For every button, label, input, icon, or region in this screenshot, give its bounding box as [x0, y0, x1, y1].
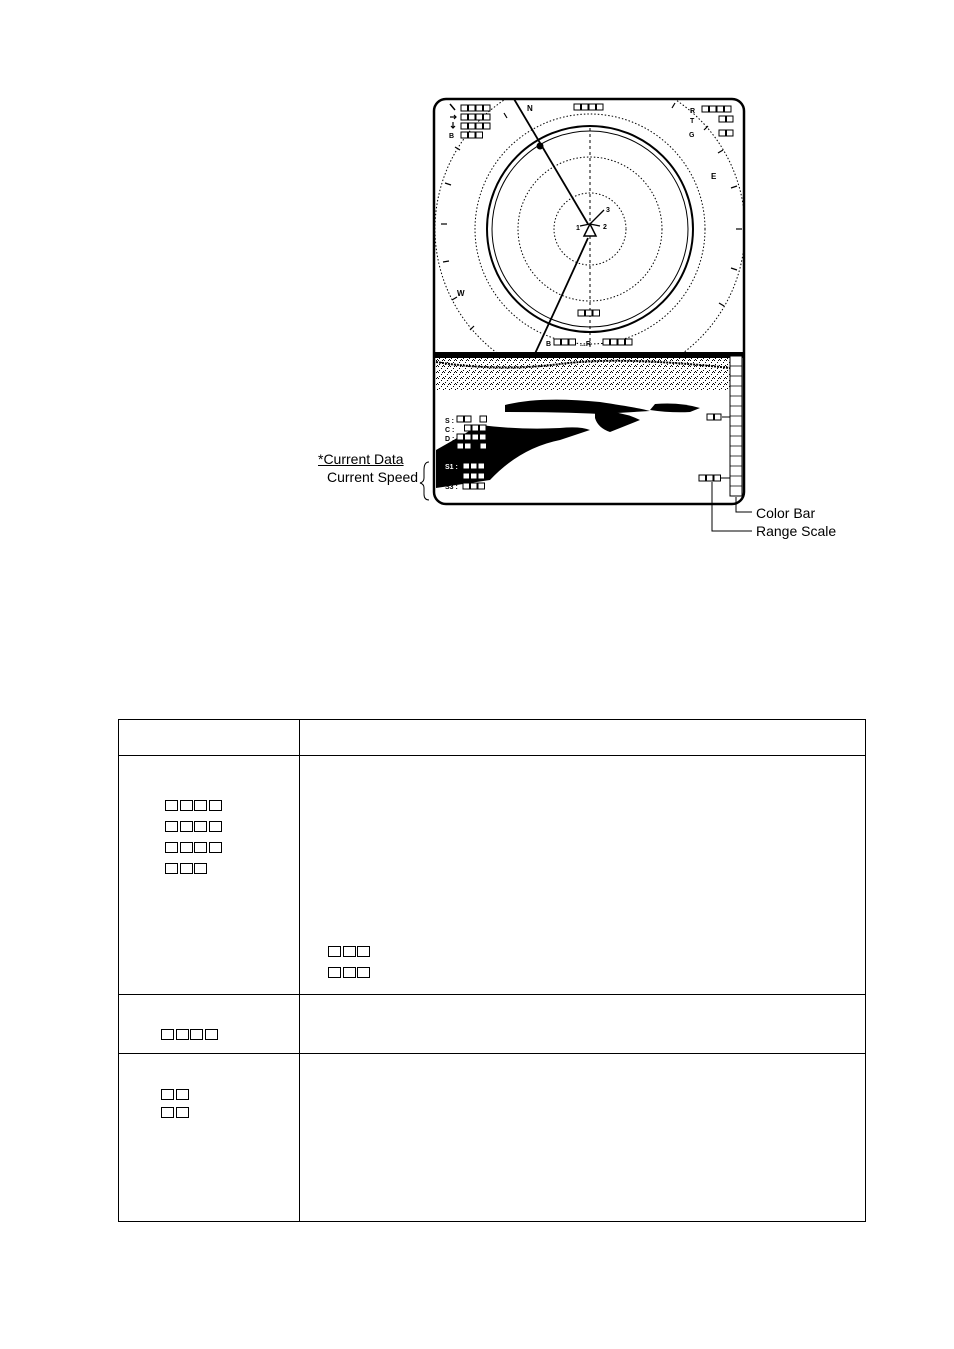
- table-row: [119, 756, 866, 995]
- svg-text:D :: D :: [445, 436, 455, 443]
- compass-north: N: [527, 104, 533, 113]
- placeholder-boxes: [161, 1107, 190, 1118]
- placeholder-boxes: [165, 842, 223, 853]
- spec-table: [118, 719, 866, 1222]
- target-dot: [537, 143, 544, 150]
- placeholder-boxes: [161, 1089, 190, 1100]
- header-cell-right: [300, 720, 866, 756]
- range-readout: [578, 310, 600, 316]
- compass-east: E: [711, 172, 717, 181]
- svg-text:C :: C :: [445, 427, 455, 434]
- top-center-readout: [574, 104, 603, 110]
- callout-current-speed: Current Speed: [327, 469, 419, 485]
- table-row: [119, 995, 866, 1054]
- placeholder-boxes: [328, 946, 372, 957]
- placeholder-boxes: [165, 863, 209, 874]
- row2-right: [300, 995, 866, 1054]
- placeholder-boxes: [161, 1029, 219, 1040]
- current-speed-block: [445, 463, 485, 491]
- placeholder-boxes: [165, 821, 223, 832]
- svg-text:M: M: [488, 436, 494, 443]
- svg-text:S2 :: S2 :: [445, 474, 458, 481]
- row2-left: [119, 995, 300, 1054]
- header-cell-left: [119, 720, 300, 756]
- row1-right: [300, 756, 866, 995]
- left-block-b: B: [449, 133, 455, 140]
- row3-left: [119, 1054, 300, 1222]
- table-row: [119, 1054, 866, 1222]
- svg-text:S :: S :: [445, 418, 454, 425]
- label-r: R: [690, 108, 696, 115]
- callout-color-bar: Color Bar: [756, 505, 816, 521]
- placeholder-boxes: [165, 800, 223, 811]
- svg-text:S3 :: S3 :: [445, 484, 458, 491]
- label-t: T: [690, 118, 695, 125]
- table-header-row: [119, 720, 866, 756]
- svg-text:...R: ...R: [580, 341, 591, 348]
- row3-right: [300, 1054, 866, 1222]
- marker-label-1: 1: [576, 225, 580, 232]
- svg-text:T :: T :: [445, 445, 454, 452]
- echo-separator-bar: [434, 352, 744, 358]
- compass-west: W: [457, 289, 465, 298]
- label-g: G: [689, 132, 695, 139]
- placeholder-boxes: [328, 967, 372, 978]
- row1-left: [119, 756, 300, 995]
- marker-label-2: 2: [603, 224, 607, 231]
- echo-noise-band: [436, 358, 730, 390]
- callout-range-scale: Range Scale: [756, 523, 837, 539]
- callout-current-data: *Current Data: [318, 451, 404, 467]
- svg-text:B: B: [546, 341, 552, 348]
- marker-label-3: 3: [606, 207, 610, 214]
- speed-brace: [420, 462, 429, 500]
- svg-text:S1 :: S1 :: [445, 464, 458, 471]
